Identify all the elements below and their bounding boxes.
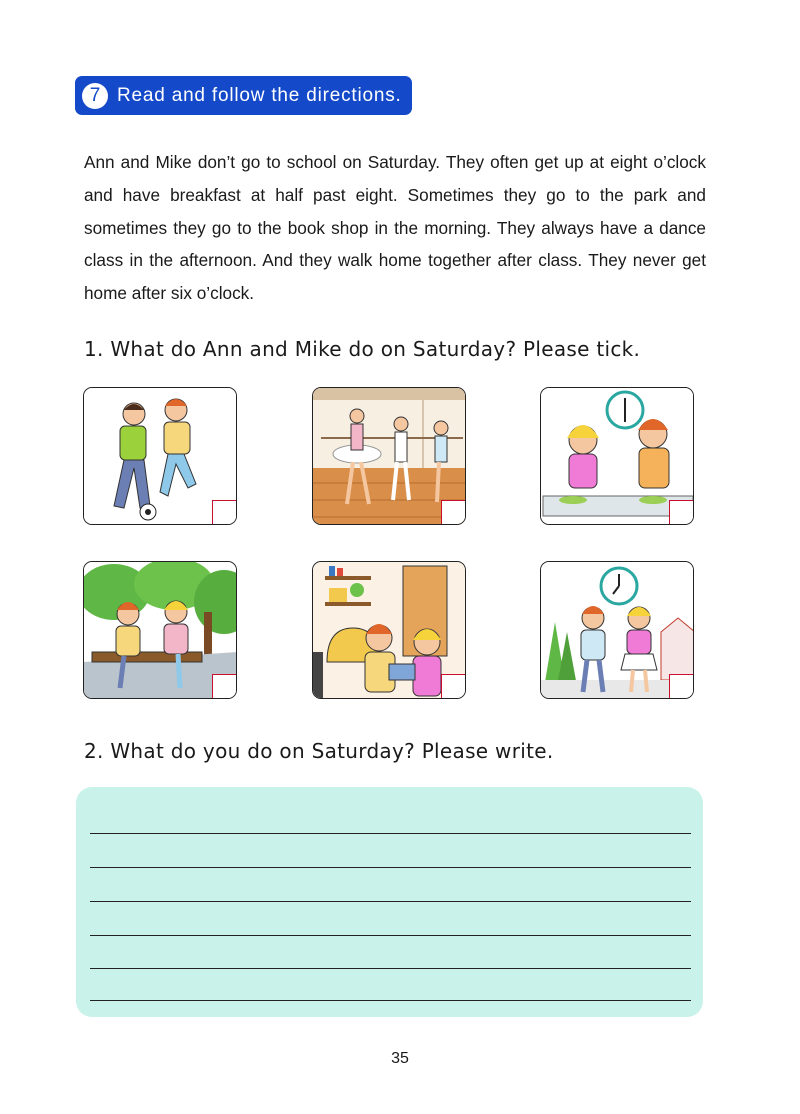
tick-box[interactable] [212, 674, 236, 698]
writing-area [76, 787, 703, 1017]
tick-box[interactable] [669, 500, 693, 524]
reading-passage: Ann and Mike don’t go to school on Saturday. They often get up at eight o’clock and have breakfast at half past eight. Sometimes they go to the park and sometimes they go to the book shop in the morning. They always have a dance class in the afternoon. And they walk home together after class. They never get home after six o’clock. [84, 152, 706, 304]
writing-line[interactable] [90, 935, 691, 936]
exercise-number: 7 [82, 83, 108, 109]
picture-having-breakfast [540, 387, 694, 525]
picture-dance-class [312, 387, 466, 525]
writing-line[interactable] [90, 968, 691, 969]
question-2: 2. What do you do on Saturday? Please write. [84, 739, 554, 763]
exercise-instruction: Read and follow the directions. [117, 84, 402, 106]
picture-playing-football [83, 387, 237, 525]
picture-walking-home [540, 561, 694, 699]
tick-box[interactable] [441, 674, 465, 698]
page-number: 35 [391, 1050, 409, 1067]
picture-book-shop [312, 561, 466, 699]
question-1: 1. What do Ann and Mike do on Saturday? Please tick. [84, 337, 641, 361]
tick-box[interactable] [212, 500, 236, 524]
writing-line[interactable] [90, 1000, 691, 1001]
writing-line[interactable] [90, 901, 691, 902]
writing-line[interactable] [90, 867, 691, 868]
writing-line[interactable] [90, 833, 691, 834]
picture-in-the-park [83, 561, 237, 699]
exercise-banner [75, 76, 412, 115]
tick-box[interactable] [441, 500, 465, 524]
tick-box[interactable] [669, 674, 693, 698]
